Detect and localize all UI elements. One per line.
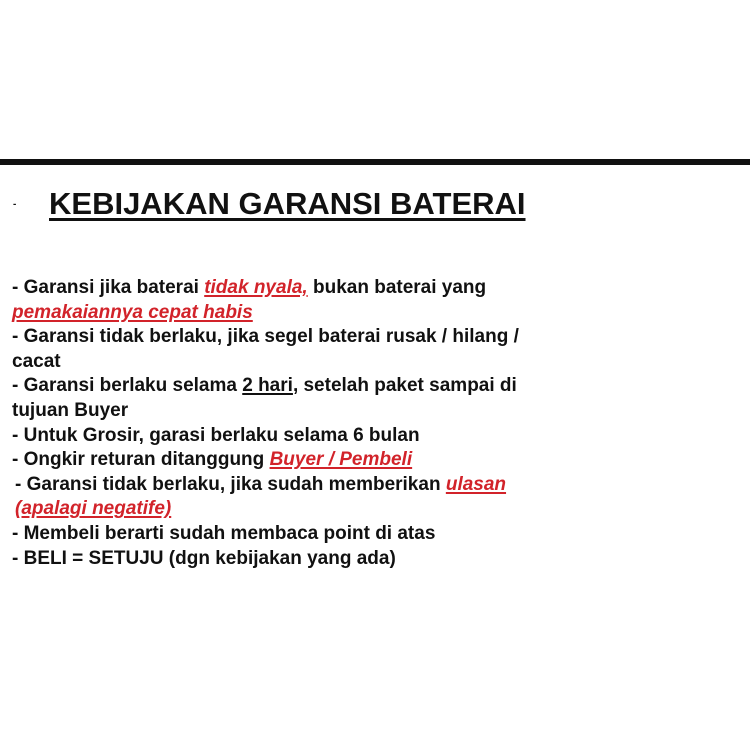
- policy-line-7-text: - Untuk Grosir, garasi berlaku selama 6 bulan: [12, 424, 420, 446]
- page-title: KEBIJAKAN GARANSI BATERAI: [49, 186, 526, 221]
- policy-line-7: [12, 424, 582, 449]
- stray-marker: -: [13, 199, 17, 210]
- policy-line-2: [12, 301, 582, 326]
- policy-line-5-text-a: - Garansi berlaku selama: [12, 375, 243, 397]
- policy-line-10: [12, 497, 582, 522]
- policy-line-10-highlight: (apalagi negatife): [15, 498, 172, 520]
- policy-line-6-text: tujuan Buyer: [12, 399, 129, 421]
- top-divider: [0, 159, 750, 165]
- policy-line-6: [12, 399, 582, 424]
- policy-line-4: [12, 350, 582, 375]
- policy-line-3-text: - Garansi tidak berlaku, jika segel baterai rusak / hilang /: [12, 326, 519, 348]
- policy-line-1-text-c: bukan baterai yang: [307, 277, 487, 298]
- policy-line-11-text: - Membeli berarti sudah membaca point di atas: [12, 522, 436, 544]
- policy-line-9-text-a: - Garansi tidak berlaku, jika sudah memberikan: [15, 473, 446, 495]
- policy-line-11: [12, 522, 582, 547]
- policy-line-1: [12, 276, 582, 301]
- policy-line-12-text: - BELI = SETUJU (dgn kebijakan yang ada): [12, 547, 396, 569]
- policy-line-9: [12, 473, 582, 498]
- policy-line-8: [12, 448, 582, 473]
- policy-line-5-text-c: , setelah paket sampai di: [292, 375, 517, 397]
- policy-line-1-text-a: - Garansi jika baterai: [12, 277, 205, 298]
- policy-line-8-highlight: Buyer / Pembeli: [269, 449, 413, 471]
- policy-line-2-highlight: pemakaiannya cepat habis: [12, 301, 253, 323]
- policy-line-5: [12, 374, 582, 399]
- policy-list: [12, 276, 582, 571]
- policy-line-5-underlined: 2 hari: [242, 375, 293, 397]
- policy-line-12: [12, 547, 582, 572]
- policy-line-8-text-a: - Ongkir returan ditanggung: [12, 449, 270, 471]
- policy-line-4-text: cacat: [12, 350, 61, 372]
- policy-line-3: [12, 325, 582, 350]
- policy-line-1-highlight: tidak nyala,: [204, 277, 308, 298]
- policy-line-9-highlight: ulasan: [445, 473, 507, 495]
